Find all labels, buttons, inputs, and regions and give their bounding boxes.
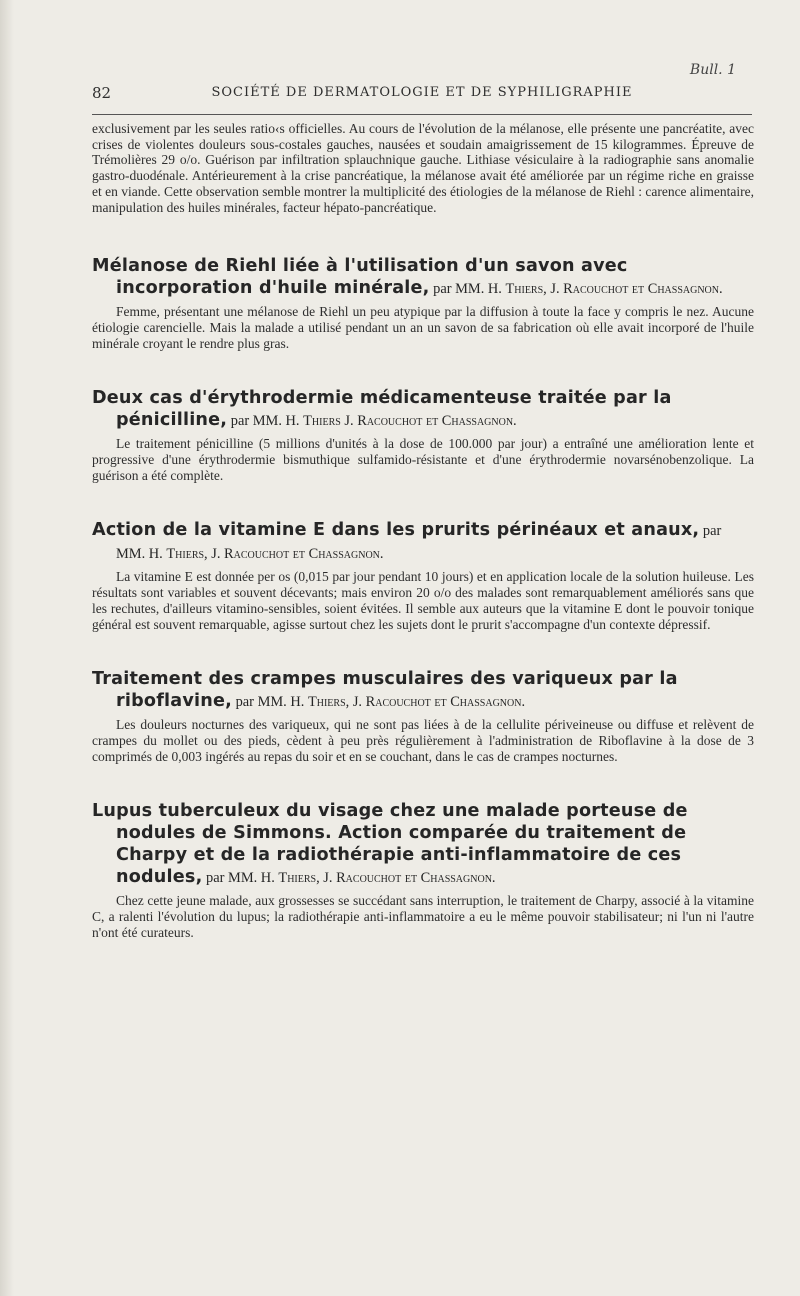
article-2 — [92, 387, 754, 483]
header-rule — [92, 114, 752, 115]
article-byline — [227, 413, 516, 429]
article-5 — [92, 800, 754, 940]
article-title — [92, 255, 754, 300]
article-authors: Thiers, J. Racouchot et Chassagnon. — [278, 870, 496, 887]
byline-prefix: par MM. H. — [116, 523, 722, 563]
article-title — [92, 519, 754, 565]
page-number: 82 — [92, 84, 112, 102]
article-4 — [92, 668, 754, 764]
article-3 — [92, 519, 754, 632]
byline-prefix: par MM. H. — [202, 870, 279, 887]
page-header — [92, 84, 752, 106]
article-authors: Thiers J. Racouchot et Chassagnon. — [303, 413, 517, 430]
article-body: La vitamine E est donnée per os (0,015 par jour pendant 10 jours) et en application locale de la solution huileuse. Les résultats sont variables et souvent décevants; mais environ 20 o/o des malades sont remarquablement améliorés sans que les rechutes, d'ailleurs vitamino-sensibles, soient évitées. Il semble aux auteurs que la vitamine E dont le pouvoir tonique général est souvent remarquable, agisse surtout chez les sujets dont le prurit s'accompagne d'un contexte dépressif. — [92, 569, 754, 632]
article-body: Chez cette jeune malade, aux grossesses se succédant sans interruption, le traitement de Charpy, associé à la vitamine C, a ralenti l'évolution du lupus; la radiothérapie anti-inflammatoire a eu le même pouvoir stabilisateur; ni l'un ni l'autre n'ont été curateurs. — [92, 893, 754, 940]
article-byline — [430, 281, 723, 297]
article-body: Le traitement pénicilline (5 millions d'unités à la dose de 100.000 par jour) a entraîné une amélioration lente et progressive d'une érythrodermie bismuthique sulfamido-résistante et d'une érythrodermie novarsénobenzolique. La guérison a été complète. — [92, 436, 754, 483]
article-title-text: Deux cas d'érythrodermie médicamenteuse traitée par la pénicilline, — [92, 388, 672, 431]
article-title — [92, 387, 754, 432]
article-1 — [92, 255, 754, 351]
running-title: SOCIÉTÉ DE DERMATOLOGIE ET DE SYPHILIGRAPHIE — [211, 85, 633, 100]
article-byline — [202, 870, 495, 886]
article-body: Les douleurs nocturnes des variqueux, qui ne sont pas liées à de la cellulite périveineuse ou diffuse et relèvent de crampes du mollet ou des pieds, cèdent à peu près régulièrement à l'administration de Riboflavine à la dose de 3 comprimés de 0,003 ingérés au repas du soir et en se couchant, dans le cas de crampes nocturnes. — [92, 717, 754, 764]
article-authors: Thiers, J. Racouchot et Chassagnon. — [307, 694, 526, 711]
corner-note: Bull. 1 — [689, 62, 736, 78]
article-title-text: Mélanose de Riehl liée à l'utilisation d'un savon avec incorporation d'huile minérale, — [92, 256, 628, 299]
article-title-text: Lupus tuberculeux du visage chez une malade porteuse de nodules de Simmons. Action comparée du traitement de Charpy et de la radiothérapie anti-inflammatoire de ces nodules, — [92, 801, 688, 888]
byline-prefix: par MM. H. — [232, 694, 308, 711]
article-title — [92, 800, 754, 889]
byline-prefix: par MM. H. — [429, 281, 506, 298]
article-title-text: Action de la vitamine E dans les prurits périnéaux et anaux, — [92, 520, 700, 541]
page-content — [92, 121, 754, 976]
article-authors: Thiers, J. Racouchot et Chassagnon. — [166, 546, 384, 563]
byline-prefix: par MM. H. — [227, 413, 304, 430]
article-body: Femme, présentant une mélanose de Riehl un peu atypique par la diffusion à toute la face y compris le nez. Aucune étiologie carencielle. Mais la malade a utilisé pendant un an un savon de sa fabrication où elle avait incorporé de l'huile minérale croyant le rendre plus gras. — [92, 304, 754, 351]
article-title — [92, 668, 754, 713]
article-byline — [232, 694, 525, 710]
article-title-text: Traitement des crampes musculaires des variqueux par la riboflavine, — [92, 669, 678, 712]
continuation-paragraph: exclusivement par les seules ratio‹s officielles. Au cours de l'évolution de la mélanose, elle présente une pancréatite, avec crises de violentes douleurs sous-costales gauches, nausées et soudain amaigrissement de 15 kilogrammes. Épreuve de Trémolières 29 o/o. Guérison par infiltration splauchnique gauche. Lithiase vésiculaire à la radiographie sans anomalie gastro-duodénale. Antérieurement à la crise pancréatique, la mélanose avait été améliorée par un régime riche en graisse et en viande. Cette observation semble montrer la multiplicité des étiologies de la mélanose de Riehl : carence alimentaire, manipulation des huiles minérales, facteur hépato-pancréatique. — [92, 121, 755, 215]
article-authors: Thiers, J. Racouchot et Chassagnon. — [505, 281, 723, 298]
